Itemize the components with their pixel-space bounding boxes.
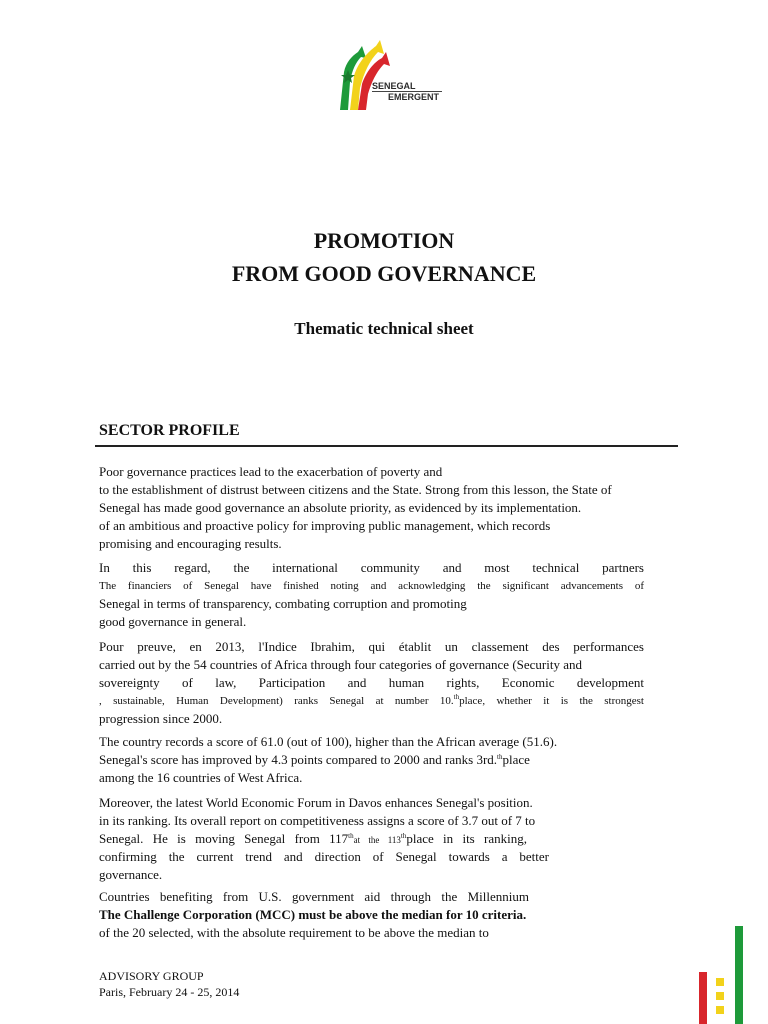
p6-line-1: Countries benefiting from U.S. government aid through the Millennium [99, 889, 529, 904]
p3-line-5: progression since 2000. [99, 711, 223, 726]
p5-line-3a: Senegal. He is moving Senegal from 117 [99, 831, 349, 846]
p2-line-1: In this regard, the international community and most technical partners [99, 560, 644, 575]
p2-line-2: The financiers of Senegal have finished noting and acknowledging the significant advancements of [99, 580, 644, 592]
logo-text-senegal: SENEGAL [372, 81, 442, 92]
p3-line-3: sovereignty of law, Participation and human rights, Economic development [99, 675, 644, 690]
p2-line-4: good governance in general. [99, 614, 247, 629]
p1-line-2: to the establishment of distrust between citizens and the State. Strong from this lesson, the State of [99, 482, 612, 497]
footer [99, 968, 239, 1000]
paragraph-2 [99, 559, 644, 631]
p6-line-2: The Challenge Corporation (MCC) must be above the median for 10 criteria. [99, 907, 527, 922]
p3-line-4b: place, whether it is the strongest [459, 695, 644, 707]
p2-line-3: Senegal in terms of transparency, combating corruption and promoting [99, 596, 467, 611]
p3-line-2: carried out by the 54 countries of Africa through four categories of governance (Security and [99, 657, 582, 672]
footer-date: Paris, February 24 - 25, 2014 [99, 985, 240, 999]
paragraph-3 [99, 638, 644, 728]
p5-line-2: in its ranking. Its overall report on competitiveness assigns a score of 3.7 out of 7 to [99, 813, 536, 828]
p3-line-4a: , sustainable, Human Development) ranks Senegal at number 10. [99, 695, 454, 707]
paragraph-6 [99, 888, 644, 942]
p5-line-4: confirming the current trend and direction of Senegal towards a better [99, 849, 549, 864]
logo-flag-arrows-icon [328, 32, 456, 116]
deco-dot-yellow-1 [716, 978, 724, 986]
subtitle: Thematic technical sheet [294, 319, 474, 338]
footer-org: ADVISORY GROUP [99, 969, 204, 983]
p5-line-3-sup1: th [348, 832, 354, 840]
p1-line-4: of an ambitious and proactive policy for improving public management, which records [99, 518, 551, 533]
title-line-1: PROMOTION [313, 228, 455, 253]
title-line-2: FROM GOOD GOVERNANCE [231, 261, 537, 286]
section-divider [95, 445, 678, 447]
p1-line-3: Senegal has made good governance an absolute priority, as evidenced by its implementation. [99, 500, 582, 515]
paragraph-5 [99, 794, 644, 884]
p4-line-2b: place [502, 752, 530, 767]
p4-line-2 [99, 751, 644, 769]
p5-line-3-mid: at the 113 [353, 835, 401, 845]
p3-line-4 [99, 692, 644, 710]
p1-line-1: Poor governance practices lead to the exacerbation of poverty and [99, 464, 443, 479]
p4-line-1: The country records a score of 61.0 (out of 100), higher than the African average (51.6). [99, 734, 558, 749]
p4-line-2a: Senegal's score has improved by 4.3 points compared to 2000 and ranks 3rd. [99, 752, 498, 767]
section-title: SECTOR PROFILE [99, 422, 240, 439]
p5-line-5: governance. [99, 867, 163, 882]
deco-bar-green [735, 926, 743, 1024]
p3-line-4-sup: th [453, 693, 460, 701]
deco-dot-yellow-2 [716, 992, 724, 1000]
p6-line-3: of the 20 selected, with the absolute requirement to be above the median to [99, 925, 489, 940]
deco-dot-yellow-3 [716, 1006, 724, 1014]
deco-bar-red [699, 972, 707, 1024]
p3-line-1: Pour preuve, en 2013, l'Indice Ibrahim, qui établit un classement des performances [99, 639, 644, 654]
p5-line-3 [99, 830, 527, 848]
p5-line-3b: place in its ranking, [406, 831, 527, 846]
logo-text-emergent: EMERGENT [388, 92, 440, 102]
p5-line-3-sup2: th [400, 832, 407, 840]
paragraph-4 [99, 733, 644, 787]
p4-line-3: among the 16 countries of West Africa. [99, 770, 303, 785]
p5-line-1: Moreover, the latest World Economic Forum in Davos enhances Senegal's position. [99, 795, 533, 810]
p1-line-5: promising and encouraging results. [99, 536, 282, 551]
paragraph-1 [99, 463, 644, 553]
p4-line-2-sup: th [497, 753, 503, 761]
